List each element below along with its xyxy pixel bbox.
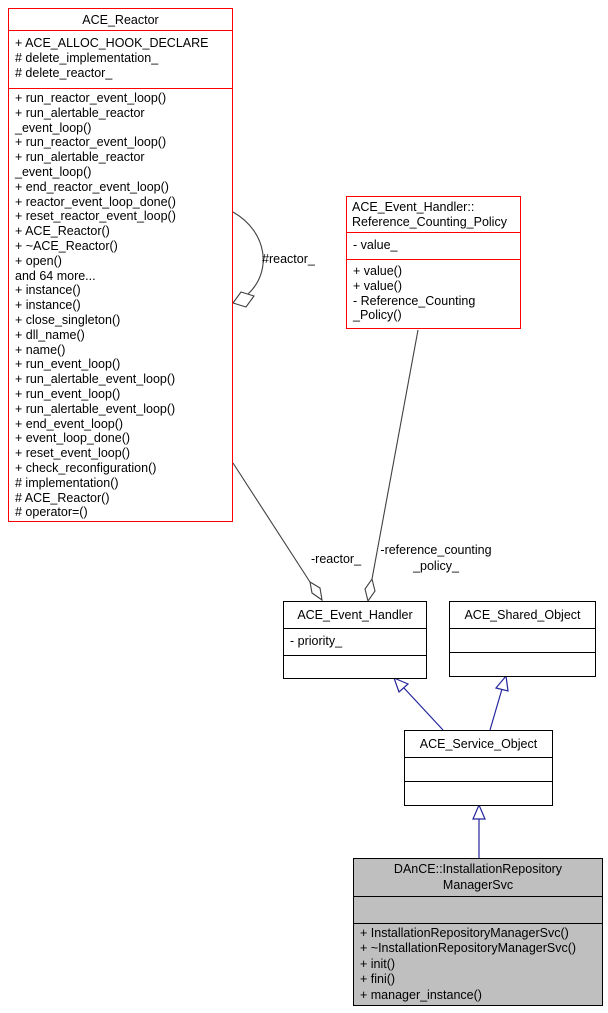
class-methods: [450, 653, 595, 676]
member-line: + close_singleton(): [15, 312, 121, 327]
member-line: + name(): [15, 342, 66, 357]
class-node-ace-reactor[interactable]: [8, 8, 233, 522]
aggregation-edge-reactor: [233, 463, 310, 582]
class-attributes: [284, 629, 426, 656]
member-line: # implementation(): [15, 475, 119, 490]
class-node-ace-event-handler[interactable]: [283, 601, 427, 679]
member-line: + reactor_event_loop_done(): [15, 194, 176, 209]
class-node-ace-service-object[interactable]: [404, 730, 553, 806]
edge-label-reactor: -reactor_: [311, 552, 362, 566]
class-methods: [354, 924, 602, 1005]
edge-label-line: -reference_counting: [380, 543, 492, 557]
open-triangle-icon: [473, 805, 485, 819]
member-line: + ACE_ALLOC_HOOK_DECLARE: [15, 36, 209, 50]
member-line: # delete_reactor_: [15, 65, 113, 80]
member-line: + check_reconfiguration(): [15, 460, 157, 475]
member-line: - Reference_Counting: [353, 293, 476, 308]
member-line: + run_alertable_event_loop(): [15, 401, 176, 416]
inheritance-edge-event-handler: [404, 688, 443, 730]
member-line: + open(): [15, 253, 62, 268]
member-line: and 64 more...: [15, 268, 96, 283]
class-title-line: Reference_Counting_Policy: [352, 215, 507, 229]
open-diamond-icon: [310, 582, 322, 600]
class-title: ACE_Event_Handler: [284, 602, 426, 629]
member-line: + ~InstallationRepositoryManagerSvc(): [360, 941, 577, 956]
member-line: - value_: [353, 238, 398, 252]
member-line: + value(): [353, 264, 402, 278]
member-line: + manager_instance(): [360, 987, 482, 1002]
member-line: _event_loop(): [15, 164, 92, 179]
class-methods: [347, 260, 520, 328]
class-node-ace-shared-object[interactable]: [449, 601, 596, 677]
class-title-line: DAnCE::InstallationRepository: [393, 862, 563, 876]
member-line: _Policy(): [353, 308, 402, 323]
class-attributes: [354, 897, 602, 924]
class-attributes: [9, 31, 232, 89]
member-line: + value(): [353, 278, 402, 293]
member-line: + reset_event_loop(): [15, 446, 131, 461]
class-title-line: ACE_Event_Handler::: [352, 200, 475, 214]
edge-label-self-reactor: #reactor_: [262, 252, 315, 266]
member-line: + run_reactor_event_loop(): [15, 135, 167, 150]
class-methods: [284, 656, 426, 678]
class-methods: [9, 89, 232, 521]
open-triangle-icon: [496, 676, 508, 691]
member-line: + ACE_Reactor(): [15, 224, 110, 239]
class-title-line: ManagerSvc: [442, 877, 514, 892]
member-line: # ACE_Reactor(): [15, 490, 110, 505]
class-node-reference-counting-policy[interactable]: [346, 196, 521, 329]
member-line: # operator=(): [15, 505, 88, 520]
edge-label-line: _policy_: [413, 558, 459, 573]
class-methods: [405, 782, 552, 805]
member-line: + InstallationRepositoryManagerSvc(): [360, 926, 569, 940]
self-aggregation-edge-reactor: [233, 212, 263, 294]
member-line: + end_event_loop(): [15, 416, 124, 431]
member-line: + end_reactor_event_loop(): [15, 179, 169, 194]
member-line: - priority_: [290, 634, 343, 648]
member-line: + run_alertable_event_loop(): [15, 372, 176, 387]
member-line: + run_event_loop(): [15, 386, 121, 401]
open-diamond-icon: [233, 292, 254, 307]
member-line: + fini(): [360, 972, 396, 987]
member-line: # delete_implementation_: [15, 50, 159, 65]
class-title: [347, 197, 520, 233]
member-line: + event_loop_done(): [15, 431, 131, 446]
edge-label-reference-counting-policy: [374, 543, 498, 574]
member-line: _event_loop(): [15, 120, 92, 135]
member-line: + instance(): [15, 283, 81, 298]
member-line: + reset_reactor_event_loop(): [15, 209, 176, 224]
member-line: + ~ACE_Reactor(): [15, 238, 118, 253]
member-line: + run_alertable_reactor: [15, 105, 145, 120]
class-title: ACE_Service_Object: [405, 731, 552, 758]
member-line: + run_event_loop(): [15, 357, 121, 372]
class-node-dance-installation-repository-manager-svc[interactable]: [353, 858, 603, 1006]
inheritance-edge-shared-object: [490, 689, 502, 730]
member-line: + init(): [360, 956, 396, 971]
member-line: + instance(): [15, 298, 81, 313]
class-title: ACE_Reactor: [9, 9, 232, 31]
class-attributes: [450, 629, 595, 653]
open-diamond-icon: [365, 579, 375, 601]
class-title: ACE_Shared_Object: [450, 602, 595, 629]
class-attributes: [347, 233, 520, 260]
aggregation-edge-reference-counting-policy: [372, 330, 418, 579]
class-attributes: [405, 758, 552, 782]
member-line: + run_alertable_reactor: [15, 150, 145, 165]
member-line: + dll_name(): [15, 327, 85, 342]
member-line: + run_reactor_event_loop(): [15, 91, 167, 105]
class-title: [354, 859, 602, 897]
